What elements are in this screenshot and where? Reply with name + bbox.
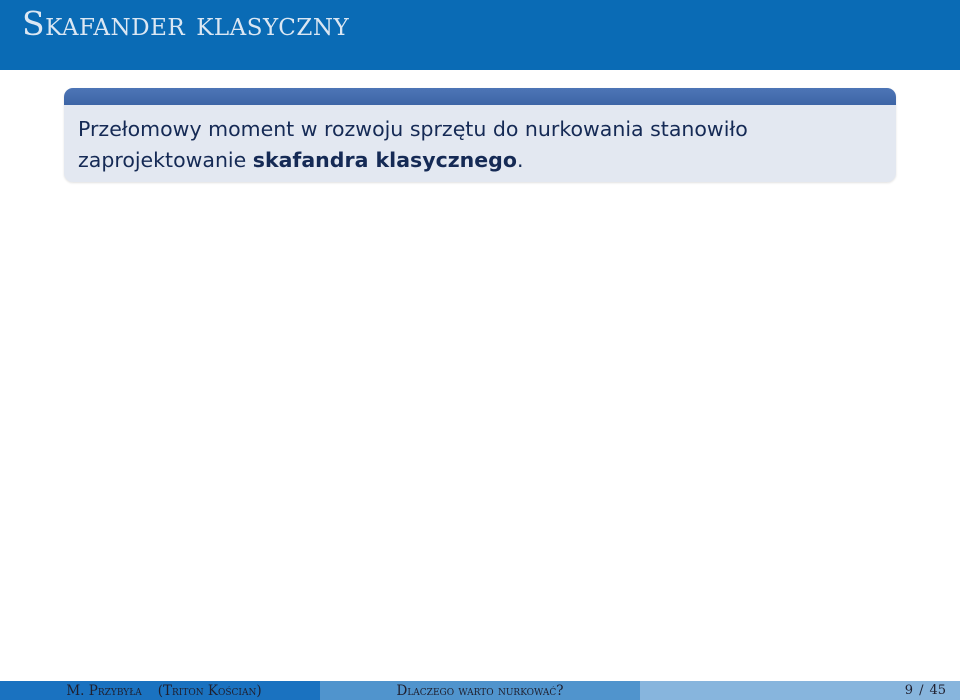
block-text-suffix: . [516,148,524,172]
block-text-prefix: zaprojektowanie [78,148,253,172]
block-body [64,105,896,176]
footer-page-separator: / [919,683,924,698]
block-text-emphasis: skafandra klasycznego [252,148,517,172]
footer-short-title: Dlaczego warto nurkować? [396,682,564,699]
frame-title: Skafander klasyczny [22,4,350,43]
frame-title-bar [0,0,960,70]
block-text-line-2 [78,145,882,176]
block-text-line-1: Przełomowy moment w rozwoju sprzętu do nurkowania stanowiło [78,117,748,141]
footer-author-cell [0,681,320,700]
footer-page-cell [640,681,960,700]
footer-author: M. Przybyła [66,682,142,699]
footer-title-cell [320,681,640,700]
block-header [64,88,896,105]
footer-page-total: 45 [929,683,946,698]
footline [0,681,960,700]
footer-institute: (Triton Kościan) [157,682,262,699]
content-block [64,88,896,182]
footer-page-current: 9 [904,683,914,698]
